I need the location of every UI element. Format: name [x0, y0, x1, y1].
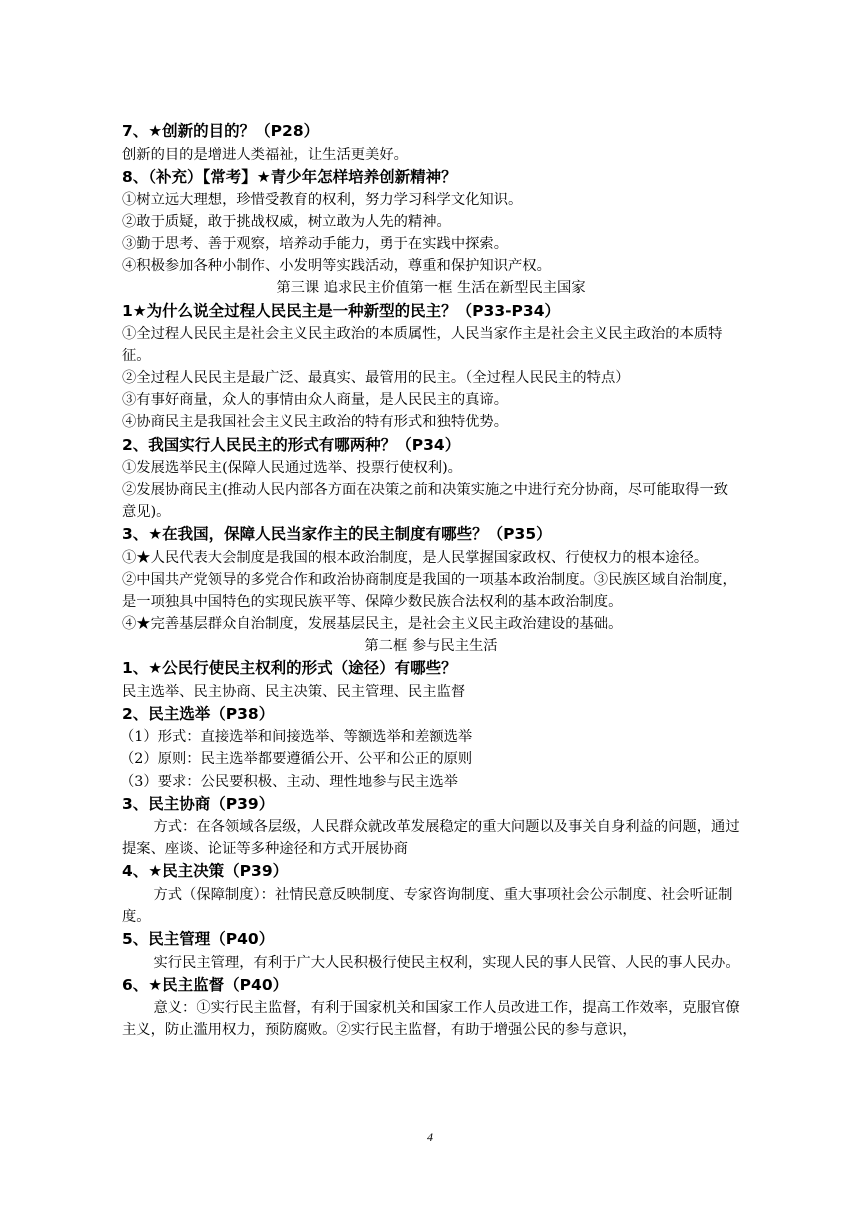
lesson-3-question-1-title: 1★为什么说全过程人民民主是一种新型的民主？（P33-P34） [122, 301, 560, 320]
frame-2-question-3-title: 3、民主协商（P39） [122, 794, 275, 813]
lesson-3-question-1-point: ④协商民主是我国社会主义民主政治的特有形式和独特优势。 [122, 414, 509, 431]
question-8-point: ①树立远大理想，珍惜受教育的权利，努力学习科学文化知识。 [122, 192, 523, 209]
question-8-point: ③勤于思考、善于观察，培养动手能力，勇于在实践中探索。 [122, 236, 509, 253]
frame-2-heading: 第二框 参与民主生活 [364, 638, 498, 655]
lesson-3-question-3-title: 3、★在我国，保障人民当家作主的民主制度有哪些？（P35） [122, 525, 552, 544]
frame-2-question-1-answer: 民主选举、民主协商、民主决策、民主管理、民主监督 [122, 683, 466, 700]
question-8-point: ④积极参加各种小制作、小发明等实践活动，尊重和保护知识产权。 [122, 258, 551, 275]
lesson-3-heading: 第三课 追求民主价值第一框 生活在新型民主国家 [276, 280, 586, 297]
lesson-3-question-3-point: ④★完善基层群众自治制度，发展基层民主，是社会主义民主政治建设的基础。 [122, 616, 623, 633]
frame-2-question-5-title: 5、民主管理（P40） [122, 930, 275, 949]
frame-2-question-2-title: 2、民主选举（P38） [122, 704, 275, 723]
lesson-3-question-3-point: ①★人民代表大会制度是我国的根本政治制度，是人民掌握国家政权、行使权力的根本途径。 [122, 549, 709, 566]
frame-2-question-4-answer: 方式（保障制度）：社情民意反映制度、专家咨询制度、重大事项社会公示制度、社会听证制度。 [122, 886, 733, 925]
frame-2-question-2-point: （2）原则：民主选举都要遵循公开、公平和公正的原则 [120, 751, 473, 768]
lesson-3-question-1-point: ②全过程人民民主是最广泛、最真实、最管用的民主。（全过程人民民主的特点） [122, 370, 630, 387]
lesson-3-question-2-title: 2、我国实行人民民主的形式有哪两种？（P34） [122, 435, 461, 454]
question-8-title: 8、（补充）【常考】★青少年怎样培养创新精神？ [122, 167, 457, 186]
question-8-point: ②敢于质疑，敢于挑战权威，树立敢为人先的精神。 [122, 214, 451, 231]
question-7-title: 7、★创新的目的？（P28） [122, 122, 320, 140]
lesson-3-question-1-point: ①全过程人民民主是社会主义民主政治的本质属性，人民当家作主是社会主义民主政治的本质特征。 [122, 326, 723, 365]
frame-2-question-6-title: 6、★民主监督（P40） [122, 975, 289, 994]
frame-2-question-3-answer: 方式：在各领域各层级，人民群众就改革发展稳定的重大问题以及事关自身利益的问题，通过提案、座谈、论证等多种途径和方式开展协商 [122, 819, 740, 858]
lesson-3-question-1-point: ③有事好商量，众人的事情由众人商量，是人民民主的真谛。 [122, 392, 509, 409]
frame-2-question-2-point: （1）形式：直接选举和间接选举、等额选举和差额选举 [120, 729, 473, 746]
lesson-3-question-2-point: ②发展协商民主(推动人民内部各方面在决策之前和决策实施之中进行充分协商，尽可能取得一致意见)。 [122, 482, 729, 521]
frame-2-question-5-answer: 实行民主管理，有利于广大人民积极行使民主权利，实现人民的事人民管、人民的事人民办。 [153, 954, 740, 971]
frame-2-question-6-answer: 意义：①实行民主监督，有利于国家机关和国家工作人员改进工作，提高工作效率，克服官僚主义，防止滥用权力，预防腐败。②实行民主监督，有助于增强公民的参与意识， [122, 1000, 740, 1039]
frame-2-question-2-point: （3）要求：公民要积极、主动、理性地参与民主选举 [120, 773, 458, 790]
lesson-3-question-2-point: ①发展选举民主(保障人民通过选举、投票行使权利)。 [122, 460, 462, 477]
page-number: 4 [427, 1130, 433, 1144]
frame-2-question-4-title: 4、★民主决策（P39） [122, 862, 289, 881]
lesson-3-question-3-point: ②中国共产党领导的多党合作和政治协商制度是我国的一项基本政治制度。③民族区域自治制度，是一项独具中国特色的实现民族平等、保障少数民族合法权利的基本政治制度。 [122, 571, 737, 610]
question-7-answer: 创新的目的是增进人类福祉，让生活更美好。 [122, 146, 408, 163]
frame-2-question-1-title: 1、★公民行使民主权利的形式（途径）有哪些？ [122, 659, 457, 678]
